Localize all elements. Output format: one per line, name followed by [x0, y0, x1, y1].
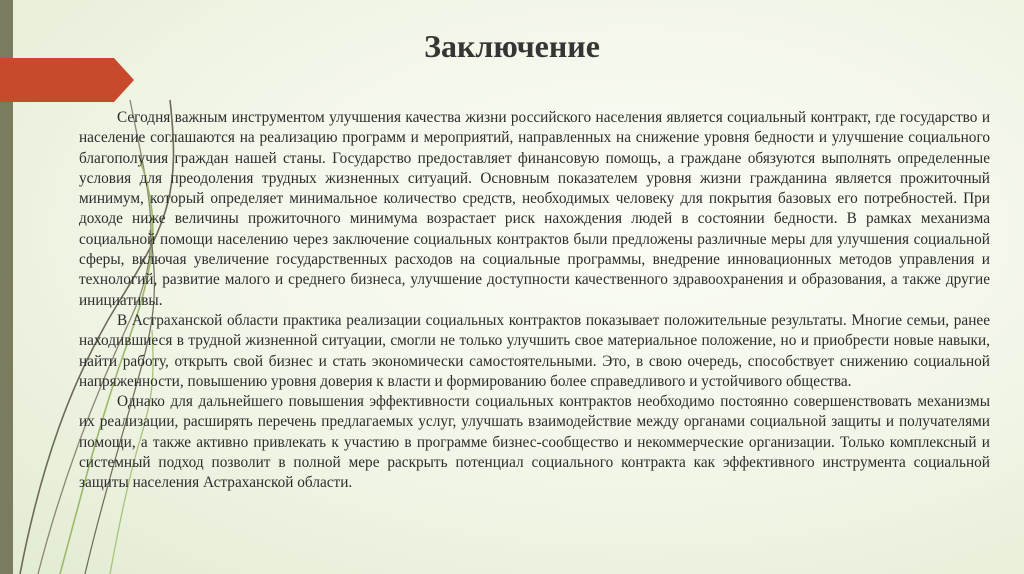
- slide-title: Заключение: [424, 28, 600, 64]
- paragraph-recommendations: Однако для дальнейшего повышения эффективности социальных контрактов необходимо постоянно совершенствовать механизмы их реализации, расширять перечень предлагаемых услуг, улучшать взаимодействие между органами социальной защиты и получателями помощи, а также активно привлекать к участию в программе бизнес-сообщество и некоммерческие организации. Только комплексный и системный подход позволит в полной мере раскрыть потенциал социального контракта как эффективного инструмента социальной защиты населения Астраханской области.: [79, 393, 990, 492]
- slide-body: [79, 108, 990, 494]
- paragraph-astrakhan-results: В Астраханской области практика реализации социальных контрактов показывает положительные результаты. Многие семьи, ранее находившиеся в трудной жизненной ситуации, смогли не только улучшить свое материальное положение, но и приобрести новые навыки, найти работу, открыть свой бизнес и стать экономически самостоятельными. Это, в свою очередь, способствует снижению социальной напряженности, повышению уровня доверия к власти и формированию более справедливого и устойчивого общества.: [79, 311, 990, 390]
- paragraph-intro: Сегодня важным инструментом улучшения качества жизни российского населения является социальный контракт, где государство и население соглашаются на реализацию программ и мероприятий, направленных на снижение уровня бедности и улучшение социального благополучия граждан нашей станы. Государство предоставляет финансовую помощь, а граждане обязуются выполнять определенные условия для преодоления трудных жизненных ситуаций. Основным показателем уровня жизни гражданина является прожиточный минимум, который определяет минимальное количество средств, необходимых человеку для покрытия базовых его потребностей. При доходе ниже величины прожиточного минимума возрастает риск нахождения людей в состоянии бедности. В рамках механизма социальной помощи населению через заключение социальных контрактов были предложены различные меры для улучшения социальной сферы, включая увеличение государственных расходов на социальные программы, внедрение инновационных методов управления и технологий, развитие малого и среднего бизнеса, улучшение доступности качественного здравоохранения и образования, а также другие инициативы.: [79, 109, 990, 309]
